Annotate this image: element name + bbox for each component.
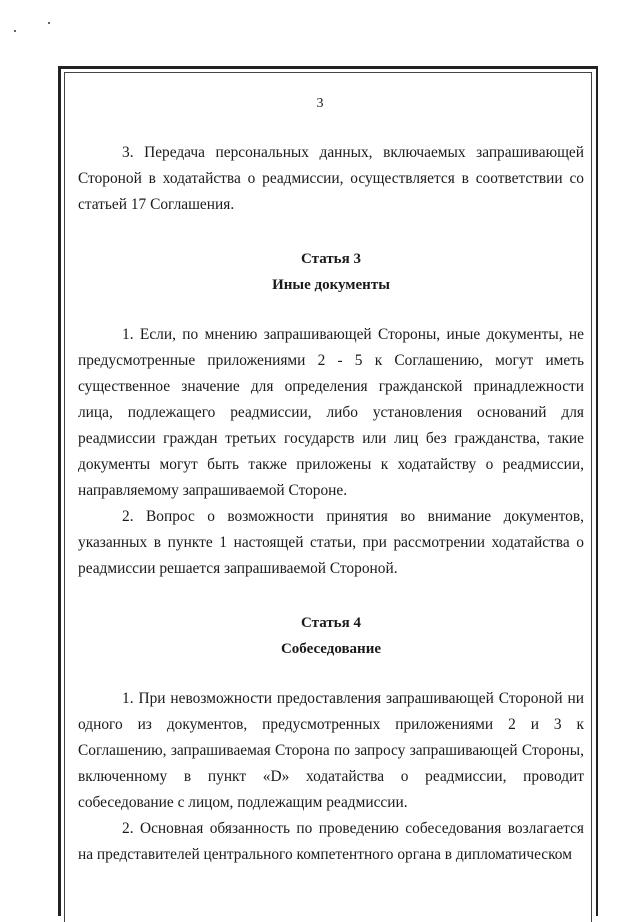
paragraph: 1. Если, по мнению запрашивающей Стороны, иные документы, не предусмотренные приложениями 2 - 5 к Соглашению, могут иметь существенное значение для определения гражданской принадлежности лица, подлежащего реадмиссии, либо установления оснований для реадмиссии граждан третьих государств или лиц без гражданства, такие документы могут быть также приложены к ходатайству о реадмиссии, направляемому запрашиваемой Стороне. (78, 326, 584, 499)
page-number: 3 (316, 96, 324, 111)
article-3-title: Статья 3 (301, 251, 361, 267)
paragraph: 2. Основная обязанность по проведению собеседования возлагается на представителей центрального компетентного органа в дипломатическом (78, 820, 584, 863)
scan-speck (14, 30, 16, 32)
article-4-subtitle: Собеседование (280, 641, 382, 657)
paragraph: 2. Вопрос о возможности принятия во внимание документов, указанных в пункте 1 настоящей статьи, при рассмотрении ходатайства о реадмиссии решается запрашиваемой Стороной. (78, 508, 584, 577)
document-body (78, 140, 584, 868)
scan-speck (48, 22, 50, 24)
paragraph: 3. Передача персональных данных, включаемых запрашивающей Стороной в ходатайства о реадмиссии, осуществляется в соответствии со статьей 17 Соглашения. (78, 144, 584, 213)
paragraph: 1. При невозможности предоставления запрашивающей Стороной ни одного из документов, предусмотренных приложениями 2 и 3 к Соглашению, запрашиваемая Сторона по запросу запрашивающей Стороны, включенному в пункт «D» ходатайства о реадмиссии, проводит собеседование с лицом, подлежащим реадмиссии. (78, 690, 584, 811)
article-4-title: Статья 4 (301, 615, 361, 631)
article-3-subtitle: Иные документы (272, 277, 390, 293)
